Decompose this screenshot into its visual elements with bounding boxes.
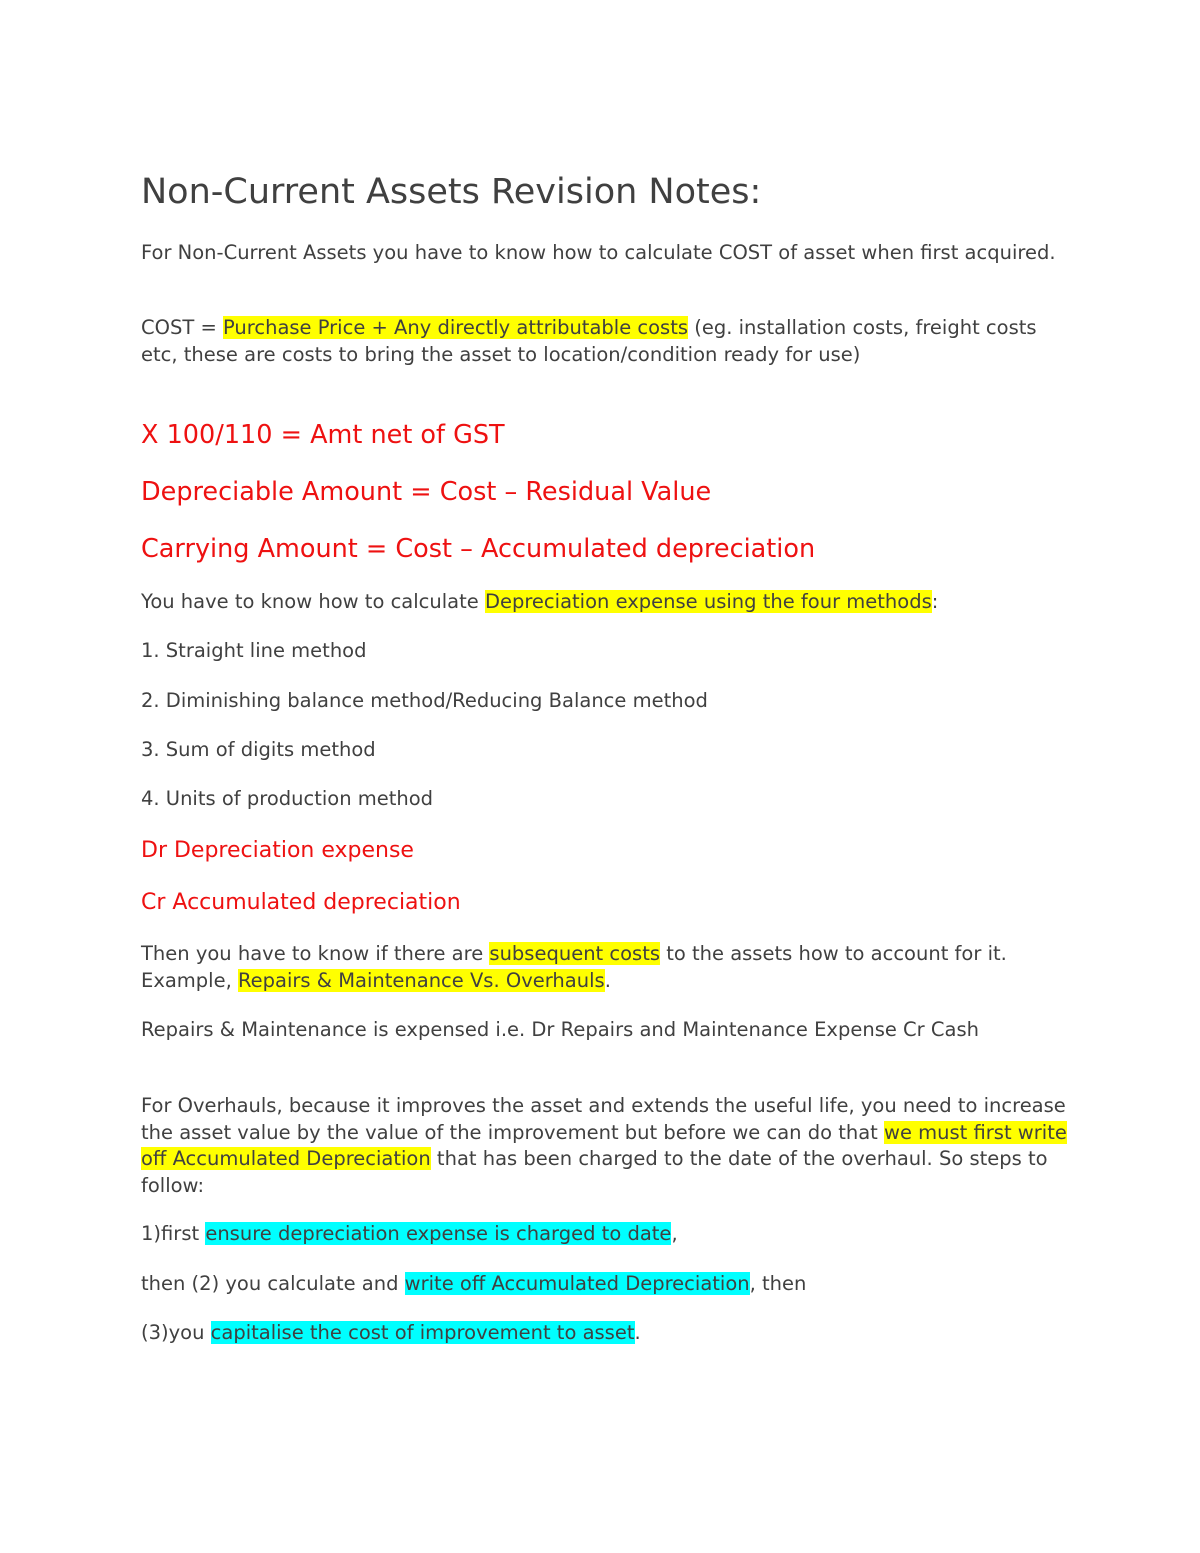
- method-item: 1. Straight line method: [141, 639, 367, 662]
- methods-intro-highlight: Depreciation expense using the four methods: [484, 590, 932, 613]
- step-2-suffix: , then: [749, 1272, 807, 1295]
- depreciable-amount-formula: Depreciable Amount = Cost – Residual Value: [141, 477, 712, 507]
- overhauls-highlight: we must first write off Accumulated Depreciation: [141, 1120, 1067, 1170]
- gst-formula: X 100/110 = Amt net of GST: [141, 420, 505, 450]
- step-2-prefix: then (2) you calculate and: [141, 1272, 405, 1295]
- intro-paragraph: For Non-Current Assets you have to know how to calculate COST of asset when first acquired.: [141, 241, 1056, 264]
- cost-highlight: Purchase Price + Any directly attributable costs: [223, 316, 689, 339]
- page-title: Non-Current Assets Revision Notes:: [141, 172, 762, 212]
- subsequent-highlight2: Repairs & Maintenance Vs. Overhauls: [238, 968, 605, 992]
- step-1: [141, 1221, 1071, 1248]
- cost-paragraph: [141, 315, 1071, 368]
- step-1-highlight: ensure depreciation expense is charged to date: [205, 1222, 672, 1245]
- step-3-suffix: .: [634, 1321, 641, 1344]
- methods-intro: [141, 589, 1071, 616]
- subsequent-costs-paragraph: [141, 941, 1071, 994]
- step-3-prefix: (3)you: [141, 1321, 211, 1344]
- methods-intro-prefix: You have to know how to calculate: [141, 590, 485, 613]
- journal-debit: Dr Depreciation expense: [141, 838, 414, 863]
- methods-intro-suffix: :: [931, 590, 939, 613]
- overhauls-part1: For Overhauls, because it improves the asset and extends the useful life, you need to increase the asset value by the value of the improvement but before we can do that: [141, 1094, 1066, 1144]
- journal-credit: Cr Accumulated depreciation: [141, 890, 461, 915]
- method-item: 4. Units of production method: [141, 787, 434, 810]
- subsequent-part1: Then you have to know if there are: [141, 942, 490, 965]
- step-1-prefix: 1)first: [141, 1222, 206, 1245]
- step-3: [141, 1320, 1071, 1347]
- subsequent-part3: .: [604, 968, 611, 992]
- carrying-amount-formula: Carrying Amount = Cost – Accumulated depreciation: [141, 534, 816, 564]
- step-2-highlight: write off Accumulated Depreciation: [404, 1272, 750, 1295]
- step-3-highlight: capitalise the cost of improvement to asset: [210, 1321, 635, 1344]
- cost-prefix: COST =: [141, 316, 223, 339]
- subsequent-highlight1: subsequent costs: [489, 942, 661, 965]
- step-2: [141, 1271, 1071, 1298]
- cost-suffix: (eg. installation costs, freight costs etc, these are costs to bring the asset to location/condition ready for use): [141, 316, 1037, 366]
- overhauls-part2: that has been charged to the date of the overhaul. So steps to follow:: [141, 1147, 1048, 1197]
- method-item: 3. Sum of digits method: [141, 738, 376, 761]
- step-1-suffix: ,: [671, 1222, 678, 1245]
- method-item: 2. Diminishing balance method/Reducing Balance method: [141, 689, 708, 712]
- repairs-paragraph: Repairs & Maintenance is expensed i.e. Dr Repairs and Maintenance Expense Cr Cash: [141, 1018, 979, 1041]
- subsequent-part2: to the assets how to account for it. Example,: [141, 942, 1007, 992]
- overhauls-paragraph: [141, 1093, 1071, 1199]
